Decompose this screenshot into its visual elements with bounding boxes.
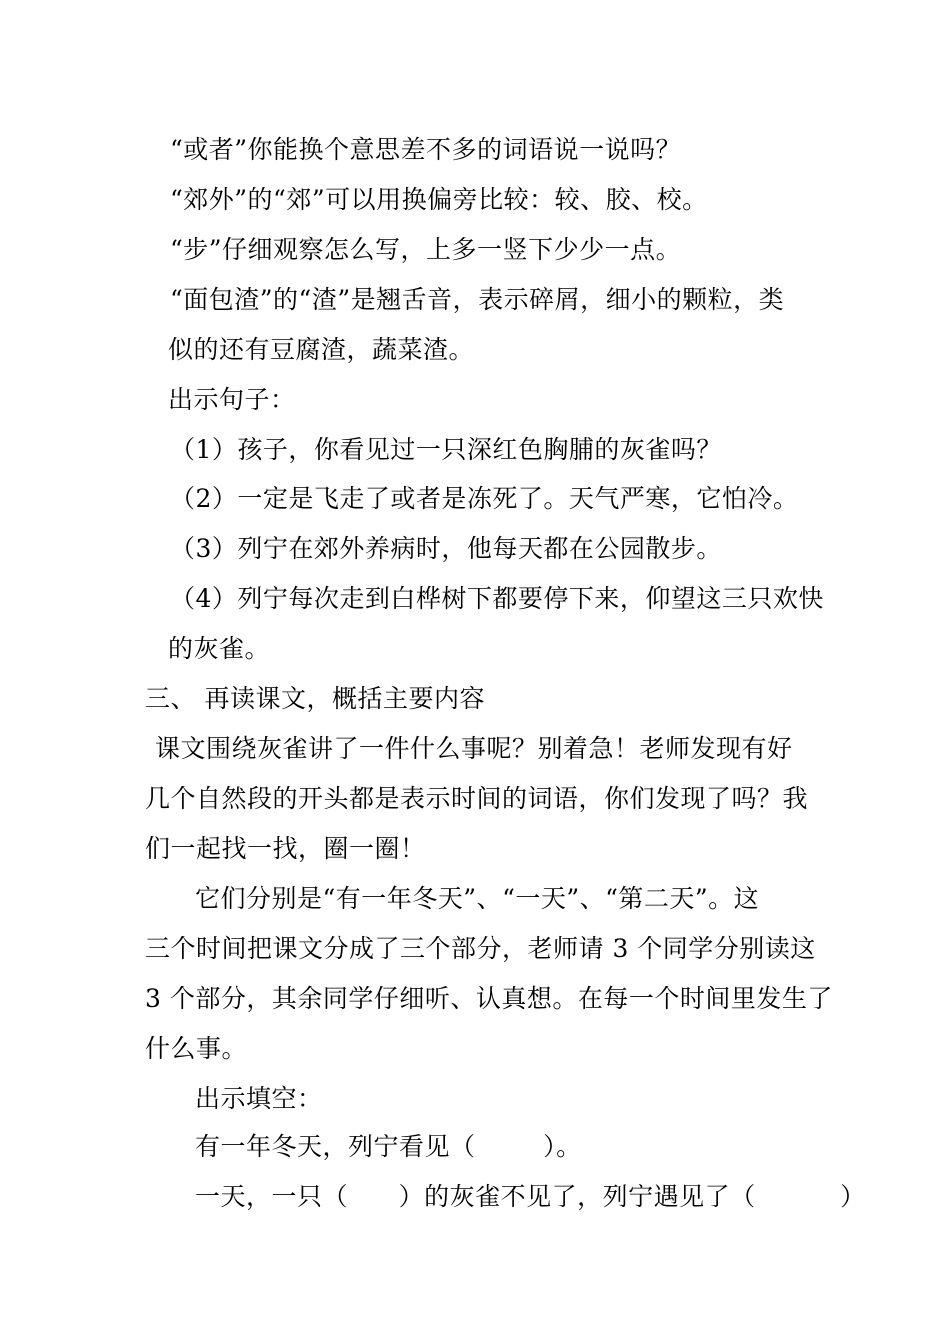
text-line: 几个自然段的开头都是表示时间的词语，你们发现了吗？我 (145, 784, 809, 813)
text-line: 似的还有豆腐渣，蔬菜渣。 (168, 335, 475, 364)
sentence-item: 的灰雀。 (168, 634, 271, 663)
section-heading: 三、 再读课文，概括主要内容 (145, 684, 485, 713)
sentence-item: （3）列宁在郊外养病时，他每天都在公园散步。 (170, 534, 722, 563)
text-line: 它们分别是“有一年冬天”、“一天”、“第二天”。这 (195, 884, 760, 913)
text-line: “或者”你能换个意思差不多的词语说一说吗？ (170, 135, 682, 164)
text-line: “郊外”的“郊”可以用换偏旁比较：较、胶、校。 (170, 185, 708, 214)
sentence-item: （4）列宁每次走到白桦树下都要停下来，仰望这三只欢快 (170, 584, 824, 613)
text-line: 三个时间把课文分成了三个部分，老师请 3 个同学分别读这 (145, 934, 816, 963)
text-line: “面包渣”的“渣”是翘舌音，表示碎屑，细小的颗粒，类 (170, 285, 785, 314)
text-line: 出示句子： (168, 385, 296, 414)
sentence-item: （1）孩子，你看见过一只深红色胸脯的灰雀吗？ (170, 435, 722, 464)
text-line: 3 个部分，其余同学仔细听、认真想。在每一个时间里发生了 (145, 984, 833, 1013)
text-line: “步”仔细观察怎么写，上多一竖下少少一点。 (170, 235, 682, 264)
text-line: 出示填空： (195, 1084, 323, 1113)
text-line: 们一起找一找，圈一圈！ (145, 834, 426, 863)
text-line: 什么事。 (145, 1034, 248, 1063)
sentence-item: （2）一定是飞走了或者是冻死了。天气严寒，它怕冷。 (170, 484, 799, 513)
text-line: 课文围绕灰雀讲了一件什么事呢？别着急！老师发现有好 (155, 734, 793, 763)
fill-blank-line: 有一年冬天，列宁看见（ ）。 (195, 1132, 582, 1161)
fill-blank-line: 一天，一只（ ）的灰雀不见了，列宁遇见了（ ） (195, 1182, 866, 1211)
